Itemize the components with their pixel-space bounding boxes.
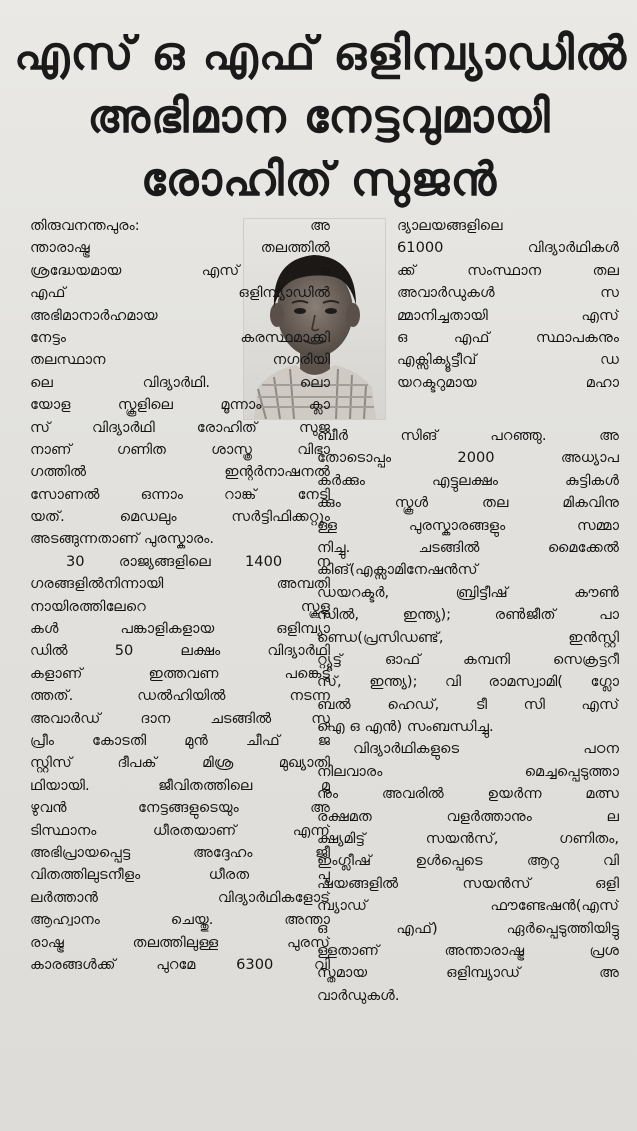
headline-line-2: അഭിമാന നേട്ടവുമായി: [87, 89, 551, 143]
text-line: ദ്യാലയങ്ങളിലെ: [397, 217, 503, 234]
text-line: ലർത്താൻ വിദ്യാർഥികളോട്: [30, 888, 330, 906]
text-line: ള്ള പുരസ്കാരങ്ങളും സമ്മാ: [317, 516, 619, 534]
article-left-column: [30, 215, 330, 976]
text-line: തിരുവനന്തപുരം: അ: [30, 217, 330, 234]
text-line: മ്പ്യാഡ് ഫൗണ്ടേഷൻ(എസ്: [317, 897, 619, 915]
text-line: ത്തത്. ഡൽഹിയിൽ നടന്ന: [30, 687, 330, 705]
text-line: ന്താരാഷ്ട്ര തലത്തിൽ: [30, 239, 330, 257]
text-line: ബൽ ഹെഡ്, ടീ സി എസ്: [317, 695, 619, 713]
text-line: നിച്ചു. ചടങ്ങിൽ മൈക്കേൽ: [317, 538, 619, 556]
text-line: നേട്ടം കരസ്ഥമാക്കി: [30, 328, 330, 346]
text-line: ഒ എഫ് സ്ഥാപകനും: [397, 328, 619, 346]
headline-line-3: രോഹിത് സുജൻ: [140, 152, 498, 206]
text-line: കർക്കും എട്ടുലക്ഷം കുട്ടികൾ: [317, 471, 619, 489]
text-line: 30 രാജ്യങ്ങളിലെ 1400 ന: [66, 552, 330, 570]
text-line: എഫ് ഒളിമ്പ്യാഡിൽ: [30, 284, 330, 302]
text-line: തോടൊപ്പം 2000 അധ്യാപ: [317, 449, 619, 467]
text-line: യോള സ്കൂളിലെ മൂന്നാം ക്ലാ: [30, 396, 330, 414]
headline: [14, 22, 628, 211]
text-line: അഭിപ്രായപ്പെട്ട അദ്ദേഹം ജീ: [30, 843, 330, 861]
text-line: മ്മാനിച്ചതായി എസ്: [397, 306, 619, 324]
text-line: ണ്ഡെ(പ്രസിഡണ്ട്, ഇൻസ്റ്റി: [317, 628, 619, 646]
text-line: ബീർ സിങ് പറഞ്ഞു. അ: [317, 427, 619, 444]
text-line: ഗരങ്ങളിൽനിന്നായി അമ്പതി: [30, 575, 330, 593]
article-right-column: [317, 425, 619, 1007]
text-line: അടങ്ങുന്നതാണ് പുരസ്കാരം.: [30, 530, 215, 548]
text-line: സ് വിദ്യാർഥി രോഹിത് സുജ: [30, 418, 330, 436]
text-line: സ്, ഇന്ത്യ); വി രാമസ്വാമി( ഗ്ലോ: [317, 673, 619, 691]
text-line: ടിസ്ഥാനം ധീരതയാണ് എന്ന്: [30, 821, 330, 839]
text-line: കാരങ്ങൾക്ക് പുറമേ 6300 വി: [30, 955, 330, 973]
text-line: അഭിമാനാർഹമായ: [30, 306, 158, 324]
text-line: നാണ് ഗണിത ശാസ്ത്ര വിഭാ: [30, 440, 330, 458]
text-line: കളാണ് ഇത്തവണ പങ്കെടു: [30, 664, 330, 682]
text-line: റ്റ്യൂട്ട് ഓഫ് കമ്പനി സെക്രട്ടറീ: [317, 650, 619, 668]
text-line: സ്റ്റിസ് ദീപക് മിശ്ര മുഖ്യാതി: [30, 754, 330, 772]
text-line: ഐ ഒ എൻ) സംബന്ധിച്ചു.: [317, 718, 494, 736]
text-line: രക്ഷമത വളർത്താനും ല: [317, 807, 619, 825]
text-line: ള്ളതാണ് അന്താരാഷ്ട്ര പ്രശ: [317, 941, 619, 959]
text-line: ഇംഗ്ലീഷ് ഉൾപ്പെടെ ആറു വി: [317, 852, 619, 870]
text-line: ഴുവൻ നേട്ടങ്ങളുടെയും അ: [30, 799, 330, 817]
text-line: ആഹ്വാനം ചെയ്തു. അന്താ: [30, 911, 330, 929]
headline-line-1: എസ് ഒ എഫ് ഒളിമ്പ്യാഡിൽ: [14, 26, 628, 80]
text-line: ശ്രദ്ധേയമായ എസ് ഒ: [30, 261, 330, 279]
text-line: കൾ പങ്കാളികളായ ഒളിമ്പ്യാ: [30, 620, 330, 638]
text-line: വാർഡുകൾ.: [317, 986, 400, 1004]
text-line: യറക്ടറുമായ മഹാ: [397, 373, 619, 391]
text-line: യത്. മെഡലും സർട്ടിഫിക്കറ്റും: [30, 508, 330, 526]
text-line: ഗത്തിൽ ഇന്റർനാഷനൽ: [30, 463, 330, 481]
text-line: ക്കും സ്കൂൾ തല മികവിനു: [317, 494, 619, 512]
article-right-column-top: [397, 215, 619, 394]
text-line: അവാർഡുകൾ സ: [397, 284, 619, 302]
text-line: തലസ്ഥാന നഗരിയി: [30, 351, 330, 369]
text-line: സിൽ, ഇന്ത്യ); രൺജീത് പാ: [317, 606, 619, 624]
text-line: രാഷ്ട്ര തലത്തിലുള്ള പുരസ്: [30, 933, 330, 951]
text-line: നും അവരിൽ ഉയർന്ന മത്സ: [317, 785, 619, 803]
text-line: പ്രീം കോടതി മുൻ ചീഫ് ജ: [30, 731, 330, 749]
text-line: എക്സിക്യൂട്ടീവ് ഡ: [397, 351, 619, 369]
text-line: ഒ എഫ്) ഏർപ്പെടുത്തിയിട്ടു: [317, 919, 619, 937]
text-line: നിലവാരം മെച്ചപ്പെടുത്താ: [317, 762, 619, 780]
text-line: അവാർഡ് ദാന ചടങ്ങിൽ സു: [30, 709, 330, 727]
text-line: സ്തമായ ഒളിമ്പ്യാഡ് അ: [317, 964, 619, 982]
text-line: ക്ക് സംസ്ഥാന തല: [397, 261, 619, 279]
text-line: കിങ്(എക്സാമിനേഷൻസ്: [317, 561, 478, 579]
text-line: ലെ വിദ്യാർഥി. ലൊ: [30, 373, 330, 391]
text-line: ഥിയായി. ജീവിതത്തിലെ മു: [30, 776, 330, 794]
text-line: നായിരത്തിലേറെ സ്കൂളു: [30, 597, 330, 615]
text-line: സോണൽ ഒന്നാം റാങ്ക് നേടി: [30, 485, 330, 503]
text-line: ക്ഷ്യമിട്ട് സയൻസ്, ഗണിതം,: [317, 830, 619, 848]
text-line: 61000 വിദ്യാർഥികൾ: [397, 239, 619, 257]
text-line: വിദ്യാർഥികളുടെ പഠന: [353, 740, 619, 758]
text-line: ഷയങ്ങളിൽ സയൻസ് ഒളി: [317, 874, 619, 892]
text-line: ഡിൽ 50 ലക്ഷം വിദ്യാർഥി: [30, 642, 330, 660]
text-line: ഡയറക്ടർ, ബ്രിട്ടീഷ് കൗൺ: [317, 583, 619, 601]
text-line: വിതത്തിലുടനീളം ധീരത പു: [30, 866, 330, 884]
